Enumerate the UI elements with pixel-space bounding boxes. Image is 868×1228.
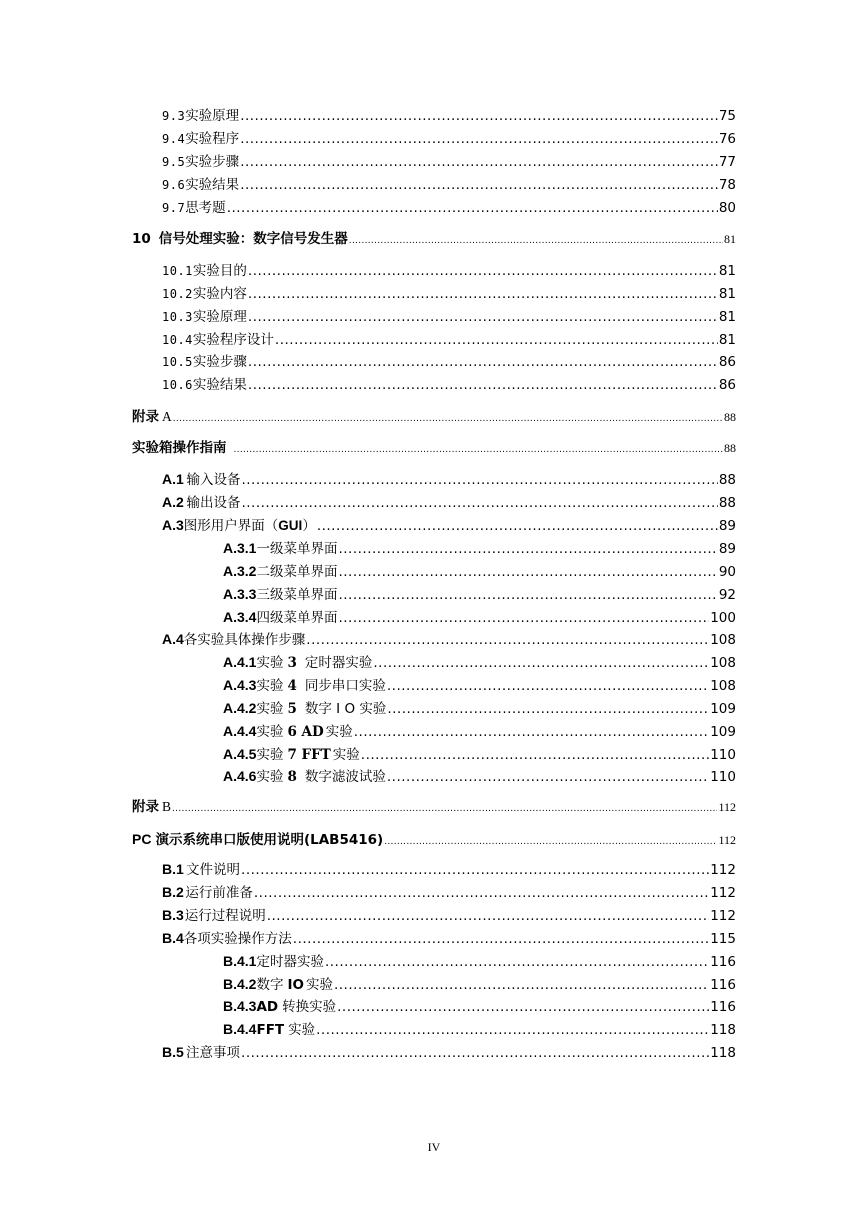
toc-number: B.4.3 (223, 998, 257, 1014)
toc-title: 实验程序 (185, 131, 240, 147)
toc-entry[interactable] (223, 975, 736, 993)
toc-title-end: 实验 (325, 724, 353, 740)
toc-page: 81 (718, 286, 736, 302)
toc-title: 运行前准备 (185, 885, 253, 901)
toc-number: 10.6 (162, 378, 193, 392)
toc-page: 76 (718, 131, 736, 147)
toc-title: 实验结果 (192, 377, 247, 393)
toc-page: 110 (710, 769, 736, 785)
toc-page: 89 (718, 518, 736, 534)
toc-number: 10.2 (162, 287, 193, 301)
toc-chapter-entry[interactable] (132, 830, 736, 848)
toc-entry[interactable] (162, 262, 736, 280)
toc-leader (240, 130, 718, 148)
toc-entry[interactable] (223, 699, 736, 717)
toc-number: A.3.3 (223, 586, 257, 602)
toc-page: 109 (710, 701, 736, 717)
toc-number: B.4.2 (223, 976, 257, 992)
toc-leader (384, 833, 717, 851)
toc-leader (306, 631, 709, 649)
toc-entry[interactable] (162, 176, 736, 194)
toc-entry[interactable] (223, 722, 736, 740)
toc-number: A.4.2 (223, 700, 257, 716)
toc-number: PC (132, 831, 152, 847)
toc-appendix-entry[interactable] (132, 798, 736, 816)
toc-title-bold: GUI (278, 518, 303, 533)
toc-title-bold: 4 (287, 678, 297, 694)
toc-page: 109 (710, 724, 736, 740)
toc-leader (325, 953, 709, 971)
toc-title: 一级菜单界面 (256, 541, 338, 557)
toc-number: 9.4 (162, 132, 186, 146)
toc-title: 各项实验操作方法 (183, 931, 292, 947)
toc-title-end: ） (302, 518, 316, 534)
toc-leader (338, 586, 717, 604)
toc-leader (387, 700, 709, 718)
toc-number: 10.5 (162, 355, 193, 369)
toc-leader (338, 540, 717, 558)
toc-page: 89 (718, 541, 736, 557)
toc-page: 88 (724, 410, 736, 424)
toc-title: 文件说明 (186, 862, 241, 878)
toc-appendix-entry[interactable] (132, 408, 736, 426)
toc-entry[interactable] (162, 199, 736, 217)
toc-leader (373, 654, 709, 672)
toc-number: A.3.1 (223, 540, 257, 556)
toc-leader (361, 746, 709, 764)
toc-title-end: 数字滤波试验 (304, 769, 386, 785)
toc-entry[interactable] (223, 585, 736, 603)
toc-number: B.3 (162, 907, 184, 923)
toc-title: 实验原理 (185, 108, 240, 124)
toc-page: 75 (718, 108, 736, 124)
toc-page: 108 (710, 678, 736, 694)
toc-title: 实验箱操作指南 (132, 440, 227, 456)
toc-page: 112 (710, 862, 736, 878)
toc-leader (334, 976, 709, 994)
toc-title-end: 实验 (305, 977, 333, 993)
toc-number: A.3 (162, 517, 184, 533)
toc-page: 81 (724, 232, 736, 246)
toc-leader (240, 153, 718, 171)
page-number-footer: IV (427, 1140, 441, 1154)
toc-page: 116 (710, 954, 736, 970)
toc-leader (293, 930, 709, 948)
toc-page: 116 (710, 999, 736, 1015)
toc-title: 三级菜单界面 (256, 587, 338, 603)
toc-leader (241, 471, 717, 489)
toc-page: 92 (718, 587, 736, 603)
toc-leader (248, 376, 718, 394)
toc-entry[interactable] (162, 285, 736, 303)
toc-number: 10.4 (162, 333, 193, 347)
toc-title: 实验 (256, 724, 284, 740)
toc-number: A.4.1 (223, 654, 257, 670)
toc-entry[interactable] (223, 676, 736, 694)
toc-title: 实验程序设计 (192, 332, 274, 348)
toc-title: 定时器实验 (256, 954, 324, 970)
toc-number: B.4.4 (223, 1021, 257, 1037)
toc-leader (173, 410, 723, 428)
toc-title-bold: 8 (287, 769, 297, 785)
toc-title: 实验 (256, 769, 284, 785)
toc-entry[interactable] (223, 745, 736, 763)
toc-page: 116 (710, 977, 736, 993)
toc-number: 附录 (132, 409, 159, 425)
toc-leader (227, 199, 718, 217)
toc-entry[interactable] (162, 470, 736, 488)
toc-title: B (162, 799, 172, 814)
toc-title: 实验 (256, 701, 284, 717)
toc-entry[interactable] (223, 767, 736, 785)
toc-entry[interactable] (162, 331, 736, 349)
toc-number: A.4 (162, 631, 184, 647)
toc-title-end: 实验 (288, 1022, 316, 1038)
toc-leader (241, 494, 717, 512)
toc-entry[interactable] (162, 107, 736, 125)
toc-leader (337, 998, 709, 1016)
toc-title: 注意事项 (186, 1045, 241, 1061)
toc-number: B.5 (162, 1044, 184, 1060)
toc-entry[interactable] (162, 929, 736, 947)
toc-entry[interactable] (223, 539, 736, 557)
toc-entry[interactable] (162, 906, 736, 924)
toc-number: A.3.2 (223, 563, 257, 579)
toc-title: 演示系统串口版使用说明(LAB5416) (155, 832, 384, 848)
toc-title: 实验内容 (192, 286, 247, 302)
toc-entry[interactable] (162, 883, 736, 901)
toc-number: A.4.6 (223, 768, 257, 784)
toc-page: 118 (710, 1045, 736, 1061)
toc-chapter-entry[interactable] (132, 230, 736, 248)
toc-chapter-entry[interactable] (132, 439, 736, 457)
toc-number: B.1 (162, 861, 184, 877)
toc-title: 实验目的 (192, 263, 247, 279)
toc-number: A.4.3 (223, 677, 257, 693)
toc-leader (234, 441, 724, 459)
toc-page: 112 (718, 833, 736, 847)
toc-entry[interactable] (162, 1043, 736, 1061)
toc-entry[interactable] (162, 493, 736, 511)
toc-leader (338, 563, 717, 581)
toc-leader (240, 176, 718, 194)
toc-entry[interactable] (162, 376, 736, 394)
toc-number: 附录 (132, 799, 159, 815)
toc-leader (248, 353, 718, 371)
toc-title: 运行过程说明 (184, 908, 266, 924)
toc-number: 10.1 (162, 264, 193, 278)
toc-leader (240, 107, 718, 125)
toc-leader (254, 884, 709, 902)
toc-page: 78 (718, 177, 736, 193)
toc-entry[interactable] (223, 1020, 736, 1038)
toc-leader (354, 723, 709, 741)
toc-number: 10 (132, 231, 151, 247)
toc-page: 81 (718, 332, 736, 348)
toc-title-end: 同步串口实验 (304, 678, 386, 694)
toc-page: 112 (710, 885, 736, 901)
toc-page: 100 (710, 610, 736, 626)
toc-title-bold: 3 (287, 655, 297, 671)
toc-entry[interactable] (223, 997, 736, 1015)
toc-page: 80 (718, 200, 736, 216)
toc-page: 118 (710, 1022, 736, 1038)
toc-page: 110 (710, 747, 736, 763)
toc-title-end: 实验 (332, 747, 360, 763)
toc-leader (172, 800, 717, 818)
toc-title-bold: 7 FFT (287, 747, 331, 763)
toc-title: 二级菜单界面 (256, 564, 338, 580)
toc-entry[interactable] (162, 153, 736, 171)
toc-leader (349, 232, 723, 250)
toc-entry[interactable] (162, 308, 736, 326)
toc-number: 9.5 (162, 155, 186, 169)
toc-title: 实验步骤 (192, 354, 247, 370)
toc-number: 9.6 (162, 178, 186, 192)
toc-number: 9.7 (162, 201, 186, 215)
toc-title-end: 数字 I O 实验 (304, 701, 387, 717)
toc-title: 数字 (256, 977, 284, 993)
toc-page: 81 (718, 263, 736, 279)
toc-title: 输出设备 (186, 495, 241, 511)
toc-entry[interactable] (162, 860, 736, 878)
toc-leader (316, 1021, 709, 1039)
toc-title: 实验 (256, 747, 284, 763)
toc-title: 各实验具体操作步骤 (183, 632, 306, 648)
toc-title-bold: 5 (287, 701, 297, 717)
toc-number: B.4 (162, 930, 184, 946)
toc-title-bold: FFT (256, 1022, 285, 1038)
toc-number: A.4.4 (223, 723, 257, 739)
toc-page: 86 (718, 377, 736, 393)
toc-title: 信号处理实验：数字信号发生器 (158, 231, 348, 247)
toc-page: 86 (718, 354, 736, 370)
toc-leader (248, 308, 718, 326)
toc-page: 77 (718, 154, 736, 170)
toc-title: 实验 (256, 655, 284, 671)
toc-entry[interactable] (223, 562, 736, 580)
toc-page: 81 (718, 309, 736, 325)
toc-entry[interactable] (162, 130, 736, 148)
toc-number: A.2 (162, 494, 184, 510)
toc-number: A.4.5 (223, 746, 257, 762)
toc-leader (248, 285, 718, 303)
toc-number: 10.3 (162, 310, 193, 324)
toc-title: 实验步骤 (185, 154, 240, 170)
toc-page: 88 (718, 472, 736, 488)
toc-title: 图形用户界面（ (183, 518, 279, 534)
toc-title: 四级菜单界面 (256, 610, 338, 626)
toc-title-bold: IO (287, 977, 304, 993)
toc-page: 115 (710, 931, 736, 947)
toc-leader (241, 861, 709, 879)
toc-title: A (162, 409, 172, 424)
toc-page: 88 (724, 441, 736, 455)
toc-entry[interactable] (162, 516, 736, 534)
toc-number: B.4.1 (223, 953, 257, 969)
toc-page: 88 (718, 495, 736, 511)
toc-leader (317, 517, 718, 535)
toc-page: 112 (718, 800, 736, 814)
toc-leader (248, 262, 718, 280)
toc-title: 实验 (256, 678, 284, 694)
toc-number: A.3.4 (223, 609, 257, 625)
toc-entry[interactable] (223, 653, 736, 671)
toc-number: B.2 (162, 884, 184, 900)
toc-title-end: 定时器实验 (304, 655, 373, 671)
toc-leader (267, 907, 710, 925)
toc-number: 9.3 (162, 109, 186, 123)
toc-title-bold: AD (256, 999, 279, 1015)
toc-leader (338, 609, 709, 627)
toc-entry[interactable] (162, 630, 736, 648)
toc-title-end: 转换实验 (282, 999, 337, 1015)
toc-leader (275, 331, 718, 349)
toc-page: 90 (718, 564, 736, 580)
toc-title: 实验原理 (192, 309, 247, 325)
toc-page: 112 (710, 908, 736, 924)
toc-leader (387, 768, 709, 786)
toc-entry[interactable] (162, 353, 736, 371)
toc-entry[interactable] (223, 608, 736, 626)
toc-leader (241, 1044, 709, 1062)
toc-page: 108 (710, 655, 736, 671)
toc-page: 108 (710, 632, 736, 648)
toc-number: A.1 (162, 471, 184, 487)
toc-title: 实验结果 (185, 177, 240, 193)
toc-title: 输入设备 (186, 472, 241, 488)
toc-entry[interactable] (223, 952, 736, 970)
toc-title-bold: 6 AD (287, 724, 324, 740)
toc-leader (387, 677, 709, 695)
toc-title: 思考题 (185, 200, 226, 216)
